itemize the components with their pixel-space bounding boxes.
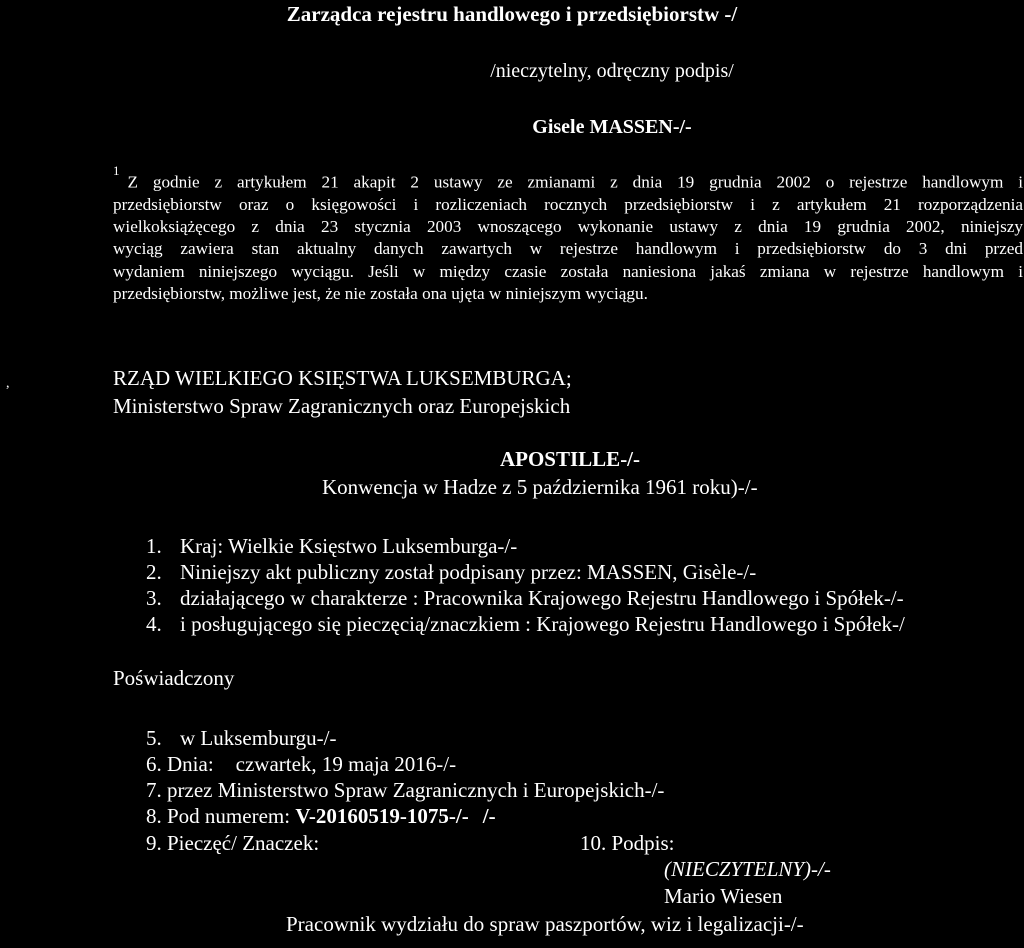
apostille-number: V-20160519-1075-/- — [295, 804, 469, 828]
stray-mark: , — [6, 376, 10, 391]
signer-name: Gisele MASSEN-/- — [532, 116, 692, 138]
apostille-item-9: 9. Pieczęć/ Znaczek: — [146, 831, 320, 855]
signer-name-apostille: Mario Wiesen — [664, 884, 783, 908]
ministry-name: Ministerstwo Spraw Zagranicznych oraz Europejskich — [113, 394, 571, 418]
signature-note: /nieczytelny, odręczny podpis/ — [490, 60, 734, 82]
apostille-item-8: 8. Pod numerem: V-20160519-1075-/- /- — [146, 804, 496, 828]
footnote-line: wyciąg zawiera stan aktualny danych zawartych w rejestrze handlowym i przedsiębiorstw do 3 dni przed — [113, 239, 1023, 259]
footnote-line: przedsiębiorstw, możliwe jest, że nie została ona ujęta w niniejszym wyciągu. — [113, 283, 648, 303]
apostille-item-6: 6. Dnia: czwartek, 19 maja 2016-/- — [146, 752, 457, 776]
apostille-title: APOSTILLE-/- — [499, 447, 641, 471]
footnote-line: $^1$Z godnie z artykułem 21 akapit 2 ustawy ze zmianami z dnia 19 grudnia 2002 o rejestrze handlowym i — [113, 163, 1023, 192]
convention-reference: Konwencja w Hadze z 5 października 1961 roku)-/- — [322, 475, 758, 499]
signature-illegible: (NIECZYTELNY)-/- — [664, 857, 831, 881]
registry-manager-title: Zarządca rejestru handlowego i przedsiębiorstw -/ — [286, 2, 738, 26]
signer-position: Pracownik wydziału do spraw paszportów, wiz i legalizacji-/- — [286, 912, 804, 936]
apostille-item: 4. i posługującego się pieczęcią/znaczkiem : Krajowego Rejestru Handlowego i Spółek-/ — [146, 612, 905, 636]
government-name: RZĄD WIELKIEGO KSIĘSTWA LUKSEMBURGA; — [113, 366, 572, 390]
apostille-item: 2. Niniejszy akt publiczny został podpisany przez: MASSEN, Gisèle-/- — [146, 560, 757, 584]
apostille-item-10: 10. Podpis: — [580, 831, 675, 855]
apostille-item-7: 7. przez Ministerstwo Spraw Zagranicznych i Europejskich-/- — [146, 778, 665, 802]
footnote — [113, 163, 1023, 305]
apostille-item-5: 5. w Luksemburgu-/- — [146, 726, 337, 750]
footnote-line: wielkoksiążęcego z dnia 23 stycznia 2003 wnoszącego wykonanie ustawy z dnia 19 grudnia 2002, niniejszy — [113, 217, 1023, 237]
footnote-line: przedsiębiorstw oraz o księgowości i rozliczeniach rocznych przedsiębiorstw i z artykułem 21 rozporządzenia — [113, 194, 1023, 214]
apostille-item: 1. Kraj: Wielkie Księstwo Luksemburga-/- — [146, 534, 518, 558]
certified-label: Poświadczony — [113, 666, 235, 690]
footnote-marker: 1 — [113, 163, 120, 178]
apostille-item: 3. działającego w charakterze : Pracownika Krajowego Rejestru Handlowego i Spółek-/- — [146, 586, 904, 610]
footnote-line: wydaniem niniejszego wyciągu. Jeśli w między czasie została naniesiona jakaś zmiana w rejestrze handlowym i — [113, 261, 1023, 281]
